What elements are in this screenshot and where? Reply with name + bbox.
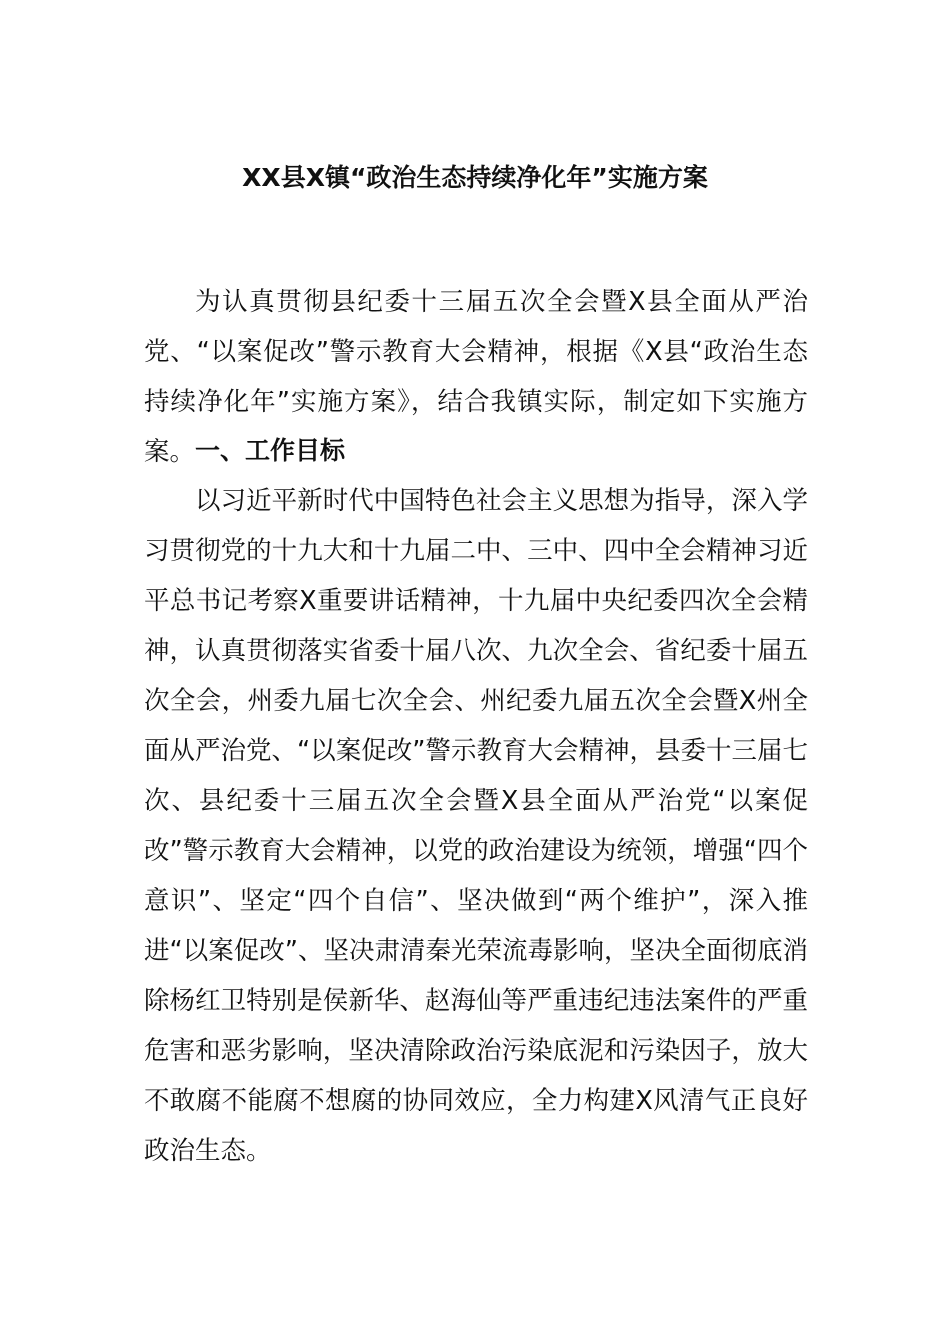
section-heading-work-goals: 一、工作目标 — [195, 436, 346, 465]
document-title: XX县X镇“政治生态持续净化年”实施方案 — [242, 163, 708, 192]
work-goals-paragraph: 以习近平新时代中国特色社会主义思想为指导，深入学习贯彻党的十九大和十九届二中、三中、四中全会精神习近平总书记考察X重要讲话精神，十九届中央纪委四次全会精神，认真贯彻落实省委十届八次、九次全会、省纪委十届五次全会，州委九届七次全会、州纪委九届五次全会暨X州全面从严治党、“以案促改”警示教育大会精神，县委十三届七次、县纪委十三届五次全会暨X县全面从严治党“以案促改”警示教育大会精神，以党的政治建设为统领，增强“四个意识”、坚定“四个自信”、坚决做到“两个维护”，深入推进“以案促改”、坚决肃清秦光荣流毒影响，坚决全面彻底消除杨红卫特别是侯新华、赵海仙等严重违纪违法案件的严重危害和恶劣影响，坚决清除政治污染底泥和污染因子，放大不敢腐不能腐不想腐的协同效应，全力构建X风清气正良好政治生态。 — [144, 486, 808, 1166]
intro-paragraph: 为认真贯彻县纪委十三届五次全会暨X县全面从严治党、“以案促改”警示教育大会精神，根据《X县“政治生态持续净化年”实施方案》，结合我镇实际，制定如下实施方案。 — [144, 287, 808, 467]
